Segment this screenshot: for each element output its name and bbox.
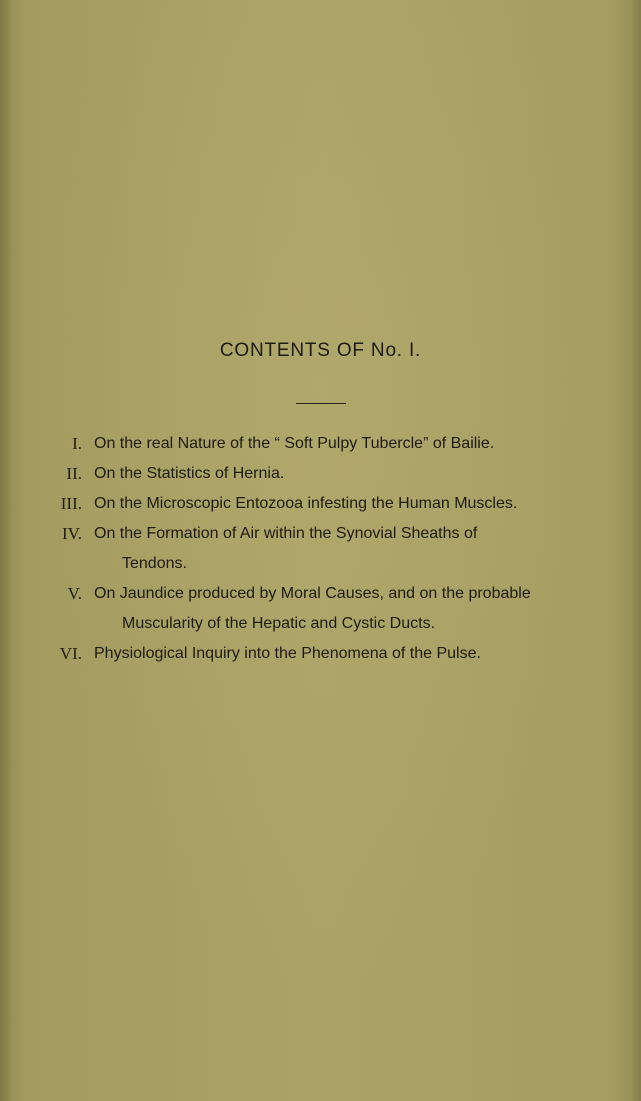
contents-entry — [0, 579, 641, 639]
entry-line-continued: Muscularity of the Hepatic and Cystic Ducts. — [122, 615, 436, 632]
entry-line: On Jaundice produced by Moral Causes, and on the probable — [94, 585, 531, 602]
entry-line: On the Microscopic Entozooa infesting the Human Muscles. — [94, 495, 518, 512]
contents-entry — [0, 429, 641, 459]
entry-title — [94, 429, 630, 459]
entry-numeral: III. — [60, 494, 82, 513]
contents-entry — [0, 459, 641, 489]
entry-line: Physiological Inquiry into the Phenomena of the Pulse. — [94, 645, 481, 662]
title-rule — [296, 403, 346, 404]
entry-numeral: I. — [72, 434, 82, 453]
contents-entry — [0, 639, 641, 669]
entry-line: On the real Nature of the “ Soft Pulpy Tubercle” of Bailie. — [94, 435, 495, 452]
entry-numeral: IV. — [62, 524, 82, 543]
contents-entry — [0, 519, 641, 579]
entry-title — [94, 459, 630, 489]
entry-title — [94, 519, 630, 579]
entry-title — [94, 579, 630, 639]
contents-title: CONTENTS OF No. I. — [219, 340, 422, 361]
entry-line: On the Formation of Air within the Synovial Sheaths of — [94, 525, 478, 542]
entry-title — [94, 639, 630, 669]
contents-list — [0, 429, 641, 669]
contents-entry — [0, 489, 641, 519]
entry-numeral: VI. — [59, 644, 82, 663]
entry-line: On the Statistics of Hernia. — [94, 465, 285, 482]
entry-numeral: V. — [67, 584, 82, 603]
entry-line-continued: Tendons. — [122, 555, 187, 572]
entry-numeral: II. — [66, 464, 82, 483]
entry-title — [94, 489, 630, 519]
